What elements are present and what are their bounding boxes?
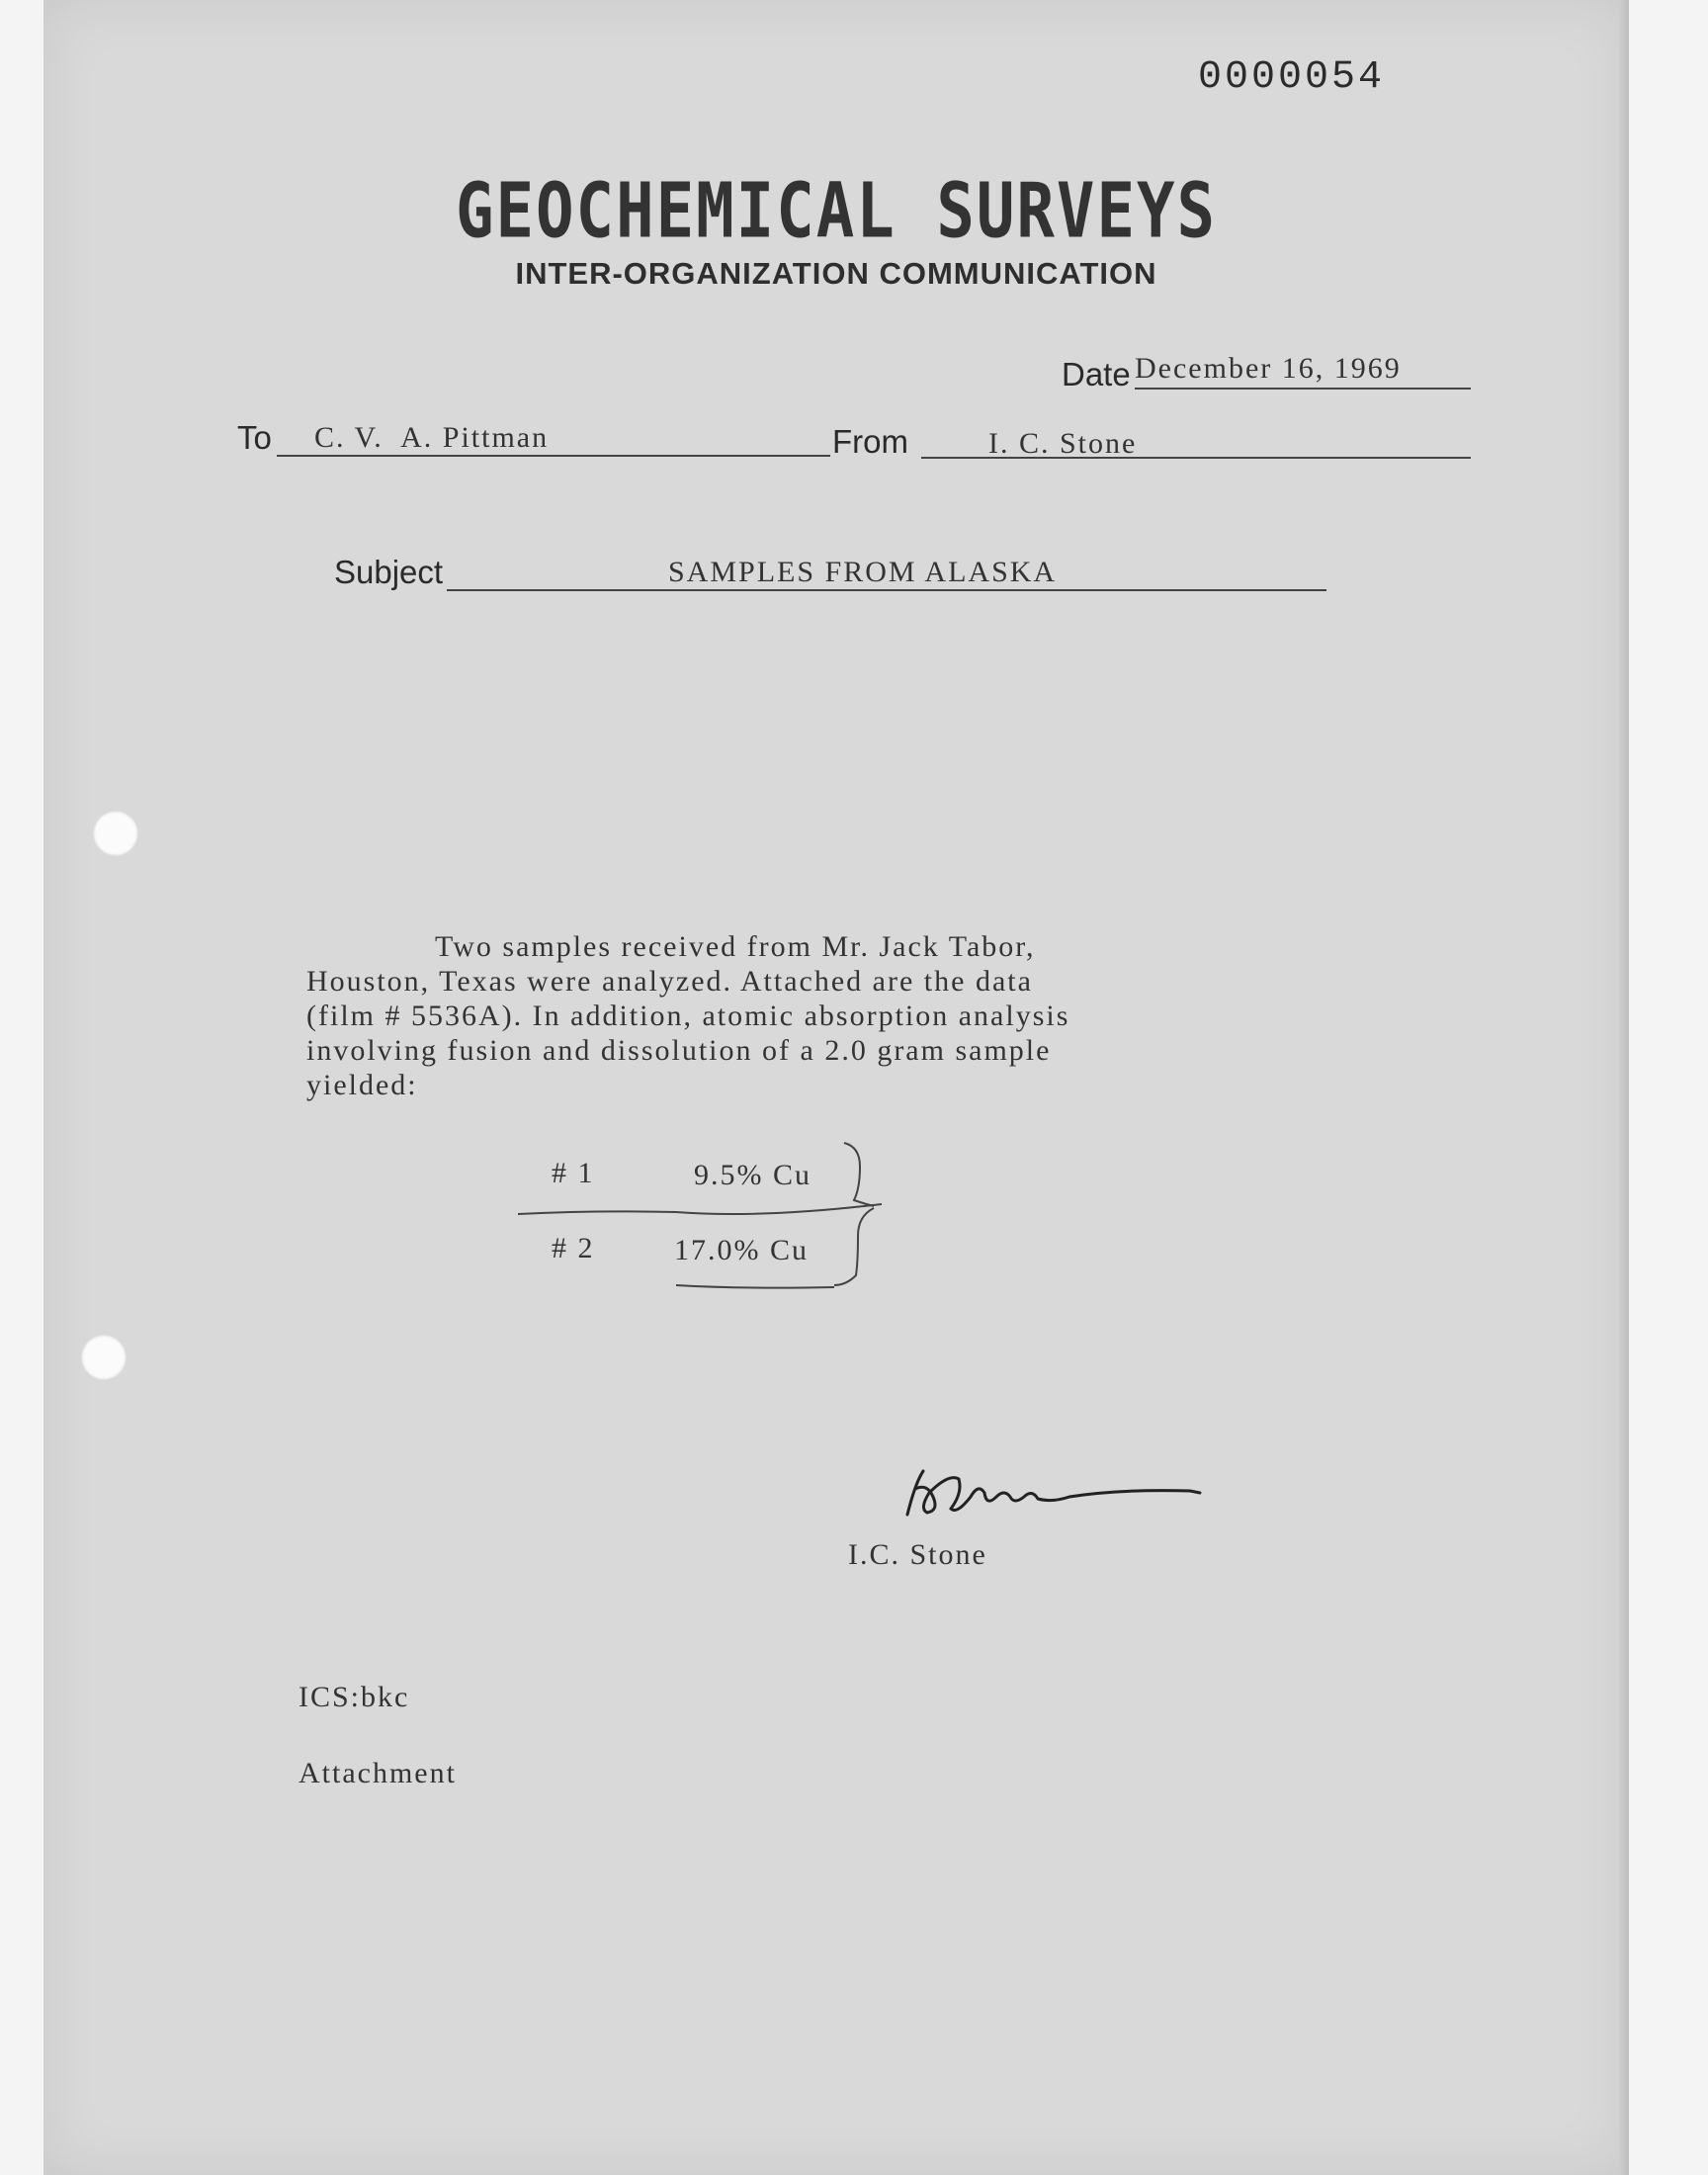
attachment-note: Attachment bbox=[299, 1757, 457, 1789]
memo-page bbox=[43, 0, 1629, 2175]
sample-2-value: 17.0% Cu bbox=[674, 1234, 809, 1266]
date-rule bbox=[1135, 388, 1471, 390]
from-label: From bbox=[832, 423, 908, 460]
sample-1-id: # 1 bbox=[552, 1157, 595, 1189]
page-edge bbox=[1619, 0, 1629, 2175]
typist-initials: ICS:bkc bbox=[299, 1681, 410, 1713]
signer-name: I.C. Stone bbox=[848, 1538, 987, 1571]
body-line-1: Two samples received from Mr. Jack Tabor, bbox=[435, 930, 1036, 963]
punch-hole-bottom bbox=[81, 1335, 127, 1380]
memo-body bbox=[306, 929, 1295, 1102]
date-value: December 16, 1969 bbox=[1135, 352, 1402, 385]
form-type-subtitle: INTER-ORGANIZATION COMMUNICATION bbox=[515, 256, 1157, 291]
organization-title: GEOCHEMICAL SURVEYS bbox=[455, 168, 1218, 256]
sample-2-id: # 2 bbox=[552, 1232, 595, 1264]
document-number: 0000054 bbox=[1198, 55, 1386, 100]
body-line-5: yielded: bbox=[306, 1069, 418, 1101]
subject-label: Subject bbox=[334, 554, 444, 590]
handwritten-signature bbox=[894, 1453, 1210, 1532]
subject-value: SAMPLES FROM ALASKA bbox=[668, 556, 1058, 588]
from-rule bbox=[921, 457, 1471, 459]
punch-hole-top bbox=[93, 811, 138, 856]
results-brace-marks bbox=[518, 1127, 973, 1295]
body-line-4: involving fusion and dissolution of a 2.0 gram sample bbox=[306, 1034, 1052, 1067]
date-label: Date bbox=[1062, 356, 1131, 392]
body-line-3: (film # 5536A). In addition, atomic absorption analysis bbox=[306, 1000, 1070, 1032]
from-value: I. C. Stone bbox=[988, 427, 1138, 460]
to-rule bbox=[277, 455, 830, 457]
body-line-2: Houston, Texas were analyzed. Attached are the data bbox=[306, 965, 1033, 998]
sample-1-value: 9.5% Cu bbox=[694, 1159, 811, 1191]
to-label: To bbox=[237, 419, 272, 456]
to-value: C. V. A. Pittman bbox=[314, 421, 550, 454]
subject-rule bbox=[447, 589, 1326, 591]
